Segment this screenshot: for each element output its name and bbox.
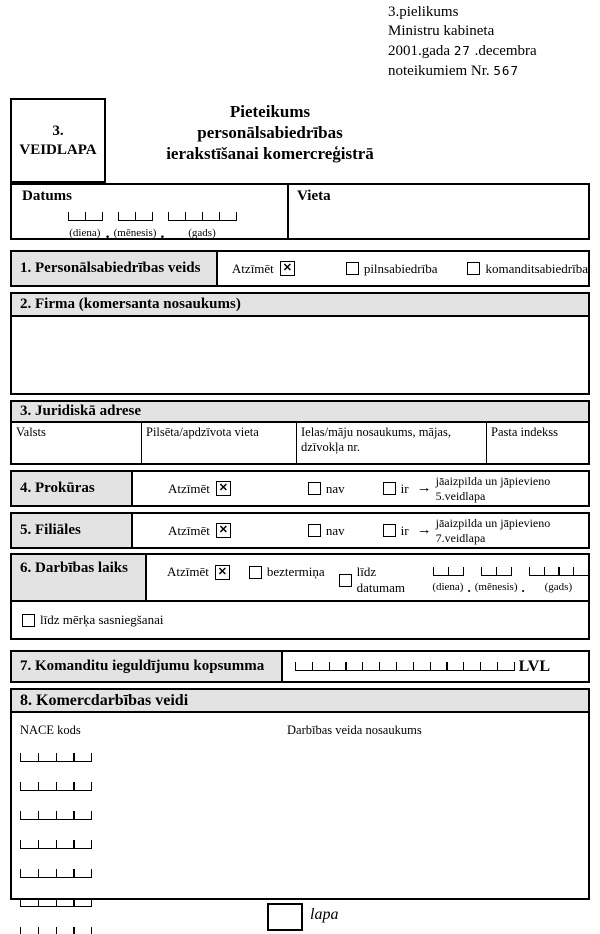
mark-group (168, 523, 236, 539)
mark-checked-checkbox[interactable]: ✕ (215, 565, 230, 580)
firma-input-area[interactable] (12, 317, 588, 391)
section-7-title: 7. Komanditu ieguldījumu kopsumma (12, 652, 283, 681)
nace-code-field[interactable] (20, 894, 91, 912)
date-place-box (10, 183, 590, 240)
nav-checkbox[interactable] (308, 482, 321, 495)
day-sublabel: (diena) (432, 581, 464, 593)
date-field[interactable] (12, 185, 289, 242)
page-number-box[interactable] (267, 903, 303, 931)
nace-code-field[interactable] (20, 923, 91, 934)
date-dot: . (105, 225, 110, 242)
month-comb (118, 212, 152, 221)
mark-label: Atzīmēt (167, 564, 209, 579)
ir-checkbox[interactable] (383, 482, 396, 495)
lidz-merka-checkbox[interactable] (22, 614, 35, 627)
activity-name-header: Darbības veida nosaukums (287, 723, 422, 737)
section-2-title: 2. Firma (komersanta nosaukums) (12, 294, 588, 317)
nace-comb (20, 898, 91, 907)
section-5 (10, 512, 590, 549)
komanditsabiedriba-checkbox[interactable] (467, 262, 480, 275)
year-comb (168, 212, 235, 221)
mark-checked-checkbox[interactable]: ✕ (216, 481, 231, 496)
nace-comb (20, 840, 91, 849)
section-5-note: jāaizpilda un jāpievieno 7.veidlapa (435, 515, 551, 545)
section-4 (10, 470, 590, 507)
section-6 (10, 553, 590, 640)
option-nav[interactable]: nav (308, 481, 345, 497)
term-year-group[interactable] (529, 564, 588, 593)
section-1 (10, 250, 590, 287)
place-label: Vieta (297, 188, 331, 204)
section-4-note: jāaizpilda un jāpievieno 5.veidlapa (435, 473, 551, 503)
address-street-cell[interactable]: Ielas/māju nosaukums, mājas, dzīvokļa nr. (297, 423, 487, 463)
pilnsabiedriba-checkbox[interactable] (346, 262, 359, 275)
term-month-group[interactable] (475, 564, 518, 593)
date-comb-row (68, 208, 287, 242)
annex-line3: 2001.gada 27 .decembra (388, 43, 537, 59)
section-5-title: 5. Filiāles (12, 514, 133, 547)
place-field[interactable] (289, 185, 588, 238)
option-nav[interactable]: nav (308, 523, 345, 539)
option-lidz-datumam[interactable]: līdz datumam (339, 564, 425, 596)
annex-line2: Ministru kabineta (388, 23, 495, 39)
nace-code-field[interactable] (20, 778, 91, 796)
mark-label: Atzīmēt (168, 522, 210, 538)
section-1-title: 1. Personālsabiedrības veids (12, 252, 218, 285)
nace-code-field[interactable] (20, 807, 91, 825)
date-day-group[interactable] (68, 208, 102, 239)
date-month-group[interactable] (114, 208, 157, 239)
option-beztermina[interactable]: beztermiņa (249, 564, 325, 580)
section-8-title: 8. Komercdarbības veidi (12, 690, 588, 713)
nace-comb (20, 753, 91, 762)
form-number-badge (10, 98, 106, 183)
decree-day: 27 (453, 43, 471, 58)
lidz-datumam-checkbox[interactable] (339, 574, 352, 587)
mark-group (232, 261, 300, 277)
option-ir[interactable]: ir (383, 481, 409, 497)
year-sublabel: (gads) (188, 227, 216, 239)
option-komanditsabiedriba[interactable]: komanditsabiedrība (467, 261, 588, 277)
nace-code-field[interactable] (20, 865, 91, 883)
nace-comb (20, 869, 91, 878)
section-7 (10, 650, 590, 683)
nace-comb-list (20, 749, 91, 934)
mark-label: Atzīmēt (168, 480, 210, 496)
date-dot: . (467, 580, 471, 595)
address-city-cell[interactable]: Pilsēta/apdzīvota vieta (142, 423, 297, 463)
mark-group (168, 481, 236, 497)
nace-comb (20, 811, 91, 820)
mark-label: Atzīmēt (231, 260, 274, 276)
section-8 (10, 688, 590, 900)
badge-label: VEIDLAPA (19, 141, 97, 158)
address-country-cell[interactable]: Valsts (12, 423, 142, 463)
year-sublabel: (gads) (544, 581, 573, 593)
section-4-title: 4. Prokūras (12, 472, 133, 505)
section-3 (10, 400, 590, 465)
month-comb (481, 567, 511, 576)
decree-number: 567 (493, 63, 519, 78)
day-comb (433, 567, 463, 576)
year-comb (529, 567, 588, 576)
address-postcode-cell[interactable]: Pasta indekss (491, 425, 559, 439)
option-ir[interactable]: ir (383, 523, 409, 539)
badge-number: 3. (52, 122, 64, 139)
day-comb (68, 212, 102, 221)
mark-group (167, 564, 235, 580)
sum-comb[interactable] (295, 662, 514, 671)
date-dot: . (160, 225, 165, 242)
month-sublabel: (mēnesis) (113, 227, 157, 239)
arrow-icon: → (416, 522, 432, 538)
beztermina-checkbox[interactable] (249, 566, 262, 579)
section-2 (10, 292, 590, 395)
nace-comb (20, 927, 91, 934)
page-label: lapa (310, 906, 339, 923)
form-title: Pieteikums personālsabiedrības ierakstīšanai komercreģistrā (166, 102, 374, 163)
nace-code-field[interactable] (20, 836, 91, 854)
currency-label: LVL (518, 657, 550, 675)
nace-code-header: NACE kods (20, 723, 81, 737)
nace-comb (20, 782, 91, 791)
ir-checkbox[interactable] (383, 524, 396, 537)
annex-reference (388, 3, 593, 81)
option-pilnsabiedriba[interactable]: pilnsabiedrība (346, 261, 438, 277)
mark-checked-checkbox[interactable]: ✕ (216, 523, 231, 538)
nav-checkbox[interactable] (308, 524, 321, 537)
day-sublabel: (diena) (69, 227, 101, 239)
month-sublabel: (mēnesis) (474, 581, 518, 593)
option-lidz-merka[interactable]: līdz mērķa sasniegšanai (22, 612, 163, 628)
date-dot: . (521, 580, 525, 595)
nace-code-field[interactable] (20, 749, 91, 767)
activity-name-area[interactable] (287, 743, 582, 892)
term-day-group[interactable] (432, 564, 463, 593)
term-date-comb-row (432, 564, 588, 593)
section-3-title: 3. Juridiskā adrese (12, 402, 588, 423)
annex-line1: 3.pielikums (388, 4, 459, 20)
section-6-title: 6. Darbības laiks (12, 555, 147, 600)
mark-checked-checkbox[interactable]: ✕ (280, 261, 295, 276)
date-year-group[interactable] (168, 208, 235, 239)
arrow-icon: → (416, 480, 432, 496)
annex-line4: noteikumiem Nr. 567 (388, 63, 519, 79)
date-label: Datums (22, 188, 73, 204)
